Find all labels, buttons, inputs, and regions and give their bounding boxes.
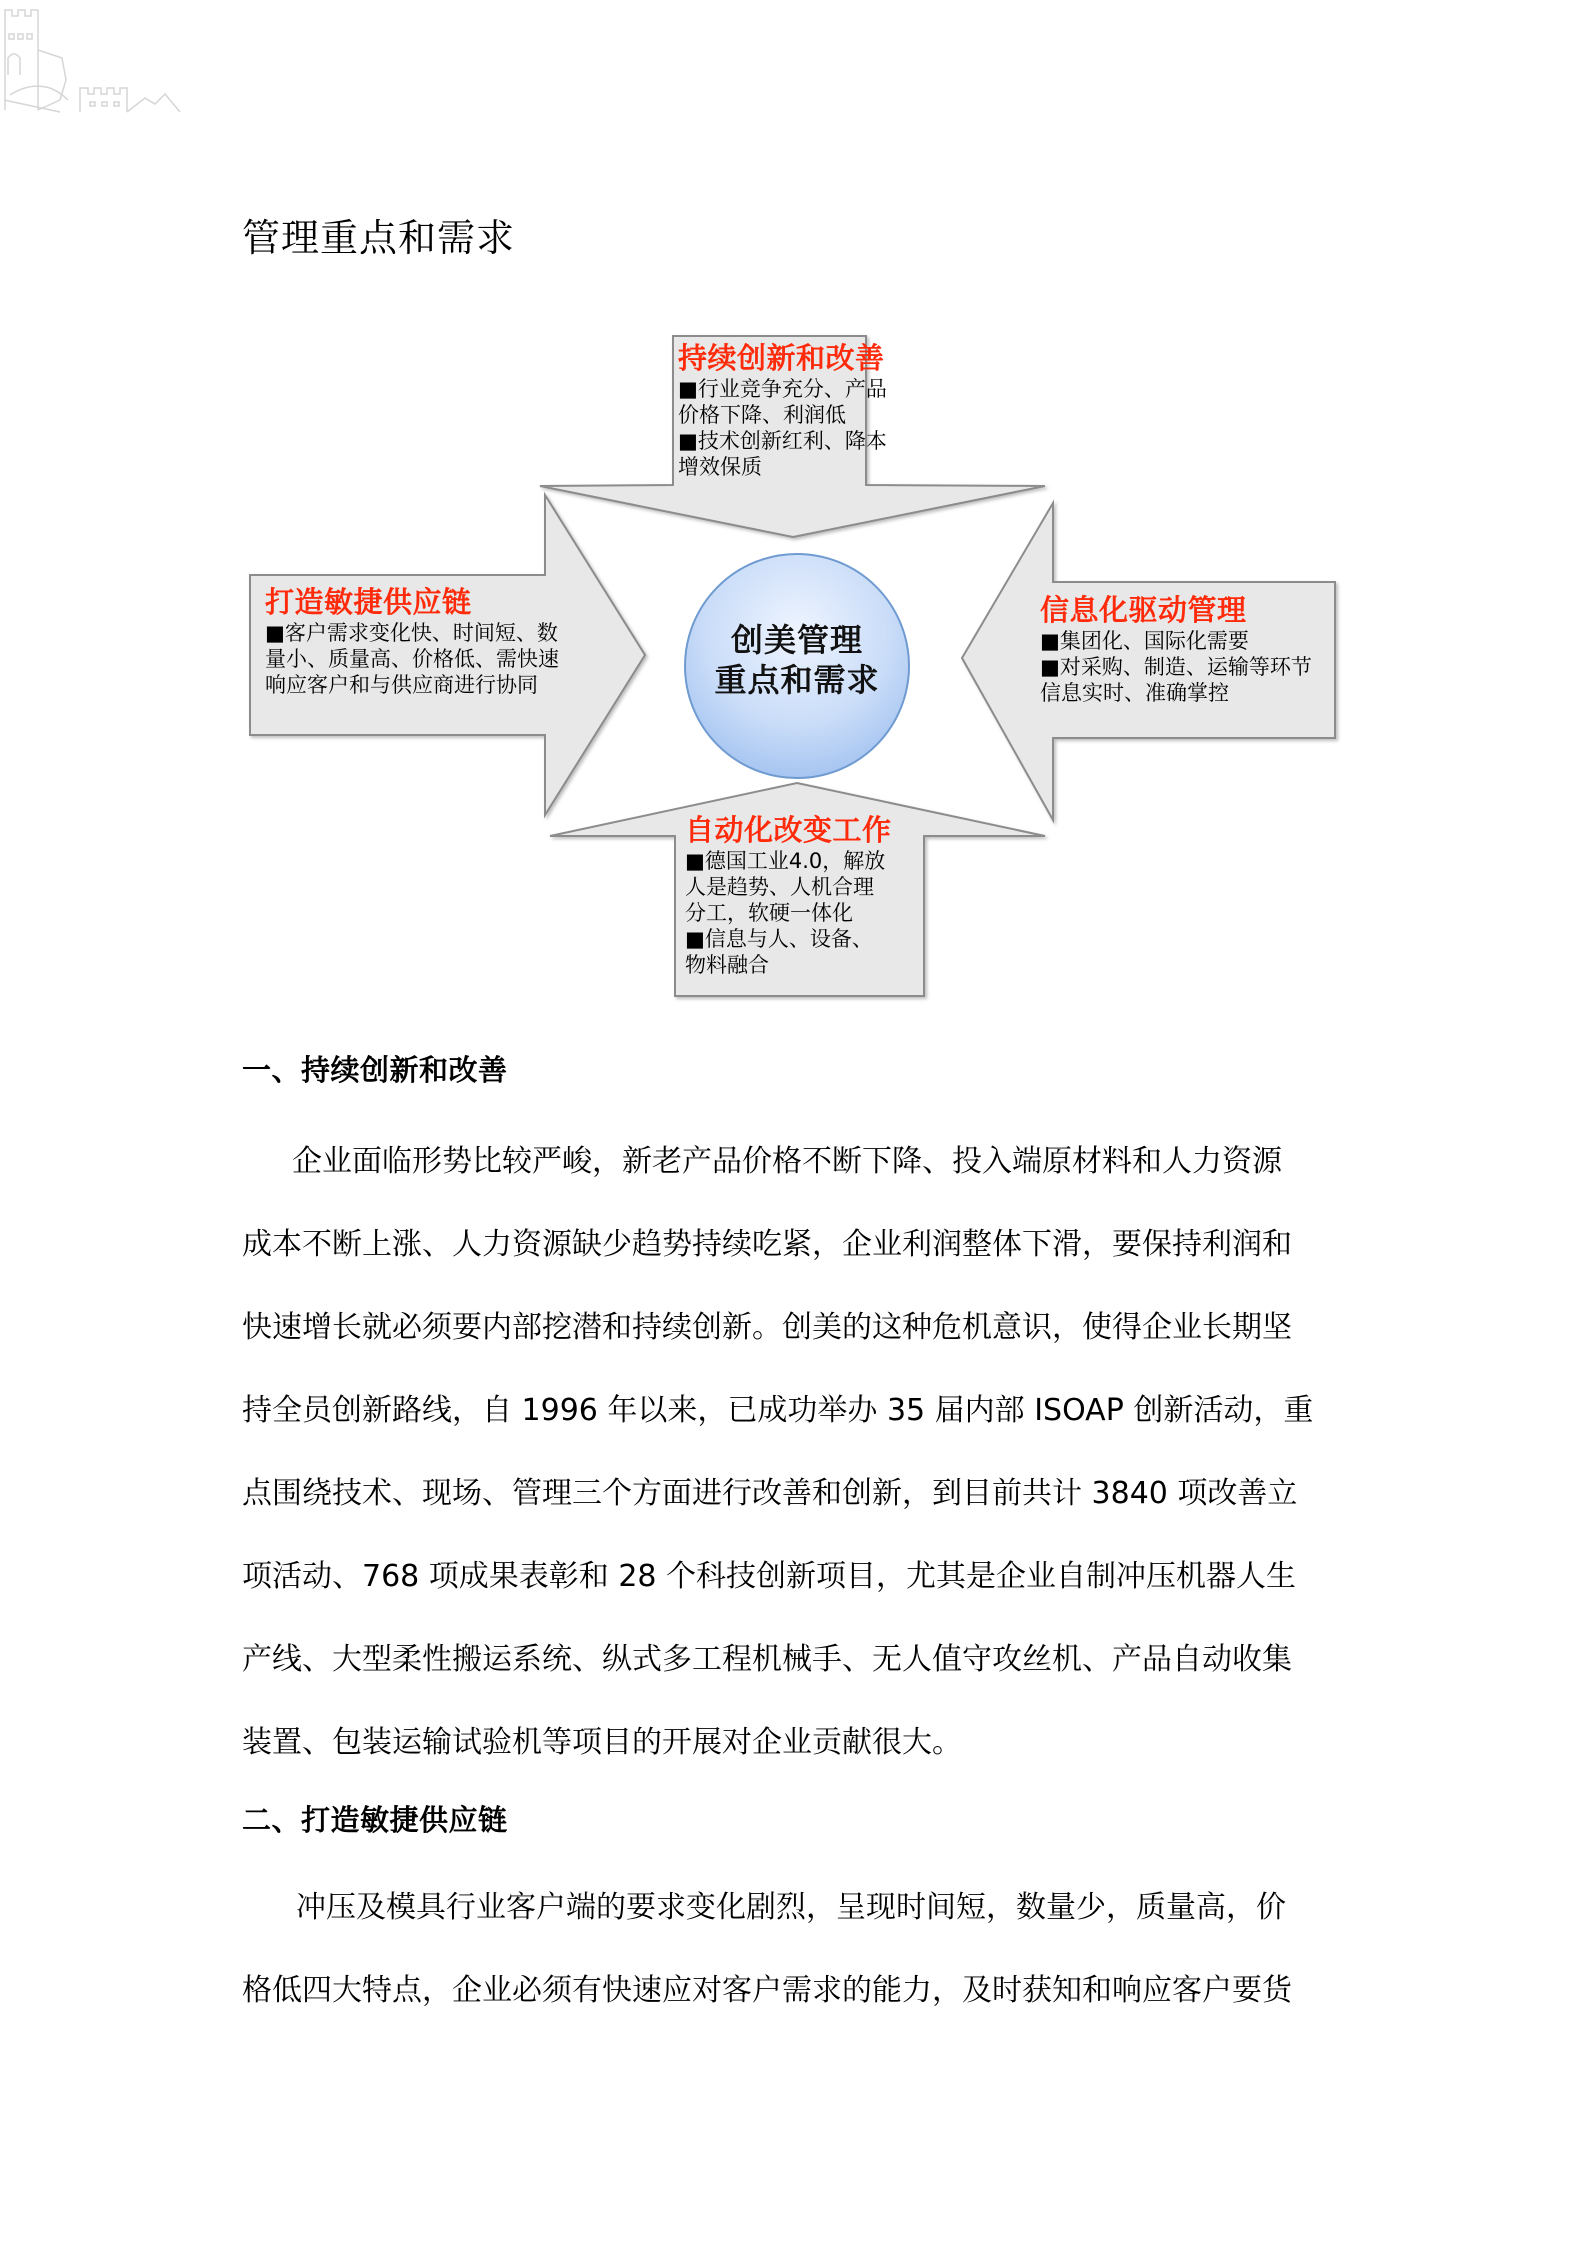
top-box-line: 价格下降、利润低	[678, 403, 846, 427]
paragraph-line: 持全员创新路线，自 1996 年以来，已成功举办 35 届内部 ISOAP 创新活动，重	[242, 1393, 1314, 1428]
paragraph-line: 快速增长就必须要内部挖潜和持续创新。创美的这种危机意识，使得企业长期坚	[242, 1310, 1292, 1345]
paragraph-line: 格低四大特点，企业必须有快速应对客户需求的能力，及时获知和响应客户要货	[242, 1973, 1292, 2008]
paragraph-line: 企业面临形势比较严峻，新老产品价格不断下降、投入端原材料和人力资源	[292, 1144, 1282, 1179]
right-box-line: ■集团化、国际化需要	[1040, 629, 1249, 653]
bottom-box-line: 人是趋势、人机合理	[685, 875, 874, 899]
right-box-title: 信息化驱动管理	[1040, 593, 1247, 627]
right-box-line: ■对采购、制造、运输等环节	[1040, 655, 1312, 679]
left-box-title: 打造敏捷供应链	[265, 585, 472, 619]
top-box	[678, 340, 887, 480]
page-title: 管理重点和需求	[242, 216, 516, 260]
management-focus-diagram	[0, 0, 1587, 1020]
center-label-line2: 重点和需求	[714, 661, 880, 699]
top-box-line: 增效保质	[678, 455, 762, 479]
top-box-title: 持续创新和改善	[678, 341, 885, 375]
section-1-paragraph	[242, 1120, 1362, 1784]
bottom-box-title: 自动化改变工作	[685, 813, 892, 847]
top-box-line: ■技术创新红利、降本	[678, 429, 887, 453]
right-box	[1040, 592, 1312, 706]
paragraph-line: 成本不断上涨、人力资源缺少趋势持续吃紧，企业利润整体下滑，要保持利润和	[242, 1227, 1292, 1262]
left-box-line: 量小、质量高、价格低、需快速	[265, 647, 559, 671]
top-box-line: ■行业竞争充分、产品	[678, 377, 887, 401]
paragraph-line: 项活动、768 项成果表彰和 28 个科技创新项目，尤其是企业自制冲压机器人生	[242, 1559, 1297, 1594]
great-wall-watermark-icon	[0, 0, 200, 120]
bottom-box-line: 分工，软硬一体化	[685, 901, 853, 925]
bottom-box-line: ■德国工业4.0，解放	[685, 849, 886, 873]
bottom-box-line: 物料融合	[685, 953, 769, 977]
bottom-box	[685, 812, 892, 978]
paragraph-line: 冲压及模具行业客户端的要求变化剧烈，呈现时间短，数量少，质量高，价	[296, 1890, 1286, 1925]
paragraph-line: 点围绕技术、现场、管理三个方面进行改善和创新，到目前共计 3840 项改善立	[242, 1476, 1298, 1511]
center-label-line1: 创美管理	[730, 621, 863, 659]
section-2-paragraph	[242, 1866, 1362, 2032]
right-box-line: 信息实时、准确掌控	[1040, 681, 1229, 705]
section-heading-2: 二、打造敏捷供应链	[242, 1803, 508, 1837]
left-box	[265, 584, 559, 698]
left-box-line: ■客户需求变化快、时间短、数	[265, 621, 558, 645]
paragraph-line: 装置、包装运输试验机等项目的开展对企业贡献很大。	[242, 1725, 962, 1760]
left-box-line: 响应客户和与供应商进行协同	[265, 673, 538, 697]
section-heading-1: 一、持续创新和改善	[242, 1053, 508, 1087]
center-label	[697, 620, 897, 700]
paragraph-line: 产线、大型柔性搬运系统、纵式多工程机械手、无人值守攻丝机、产品自动收集	[242, 1642, 1292, 1677]
bottom-box-line: ■信息与人、设备、	[685, 927, 873, 951]
